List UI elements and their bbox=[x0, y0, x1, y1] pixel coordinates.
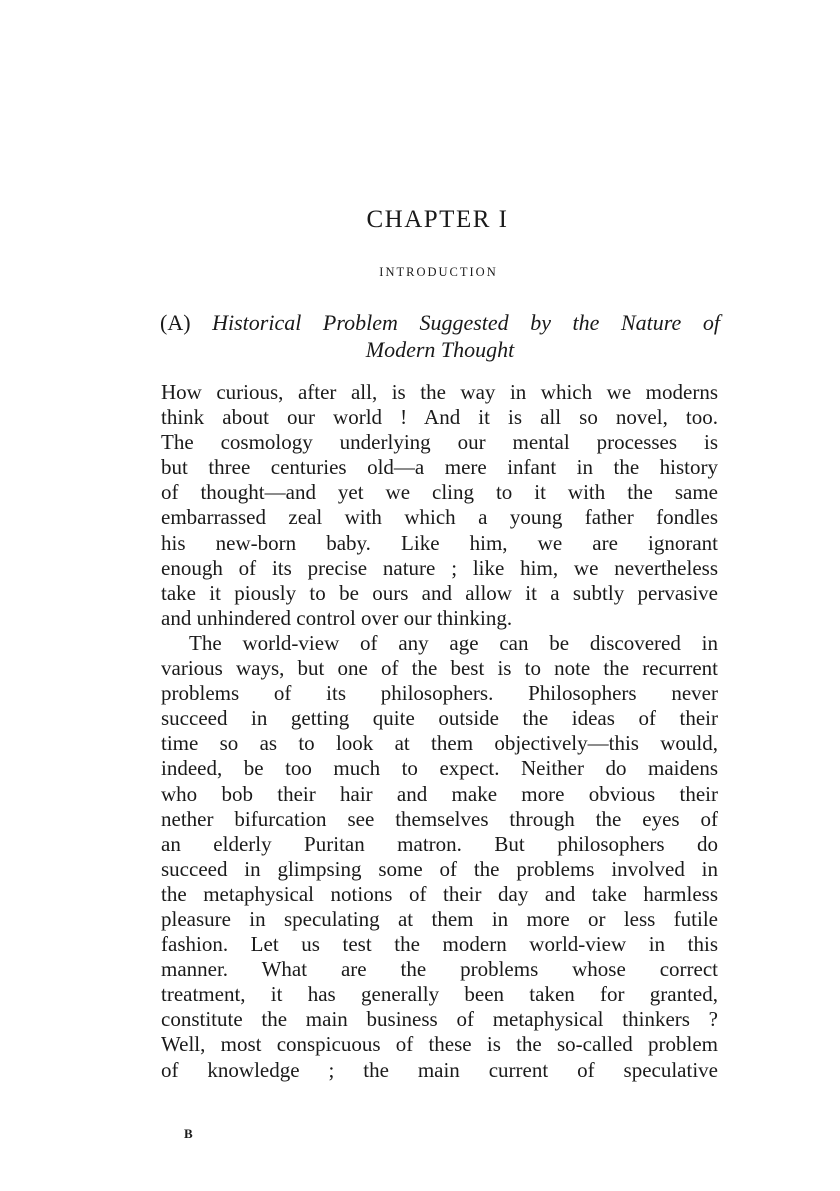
text-line: treatment, it has generally been taken for granted, bbox=[161, 982, 718, 1007]
signature-mark: B bbox=[184, 1126, 194, 1141]
subheading-prefix: (A) bbox=[160, 310, 191, 335]
text-line: time so as to look at them objectively—this would, bbox=[161, 731, 718, 756]
text-line: constitute the main business of metaphysical thinkers ? bbox=[161, 1007, 718, 1032]
text-line: who bob their hair and make more obvious their bbox=[161, 781, 718, 806]
text-line: enough of its precise nature ; like him, we nevertheless bbox=[161, 555, 718, 580]
text-line: fashion. Let us test the modern world-view in this bbox=[161, 932, 718, 957]
subheading-title-part-1: Historical Problem Suggested by the Nature of bbox=[212, 310, 720, 335]
text-line: The world-view of any age can be discovered in bbox=[189, 630, 718, 655]
text-line: succeed in getting quite outside the ideas of their bbox=[161, 706, 718, 731]
section-label: INTRODUCTION bbox=[379, 265, 498, 279]
text-line: manner. What are the problems whose correct bbox=[161, 957, 718, 982]
subheading-title-part-2: Modern Thought bbox=[365, 337, 515, 362]
text-line: The cosmology underlying our mental processes is bbox=[161, 430, 718, 455]
text-line: various ways, but one of the best is to note the recurrent bbox=[161, 656, 718, 681]
text-line: but three centuries old—a mere infant in the history bbox=[161, 455, 718, 480]
text-line: take it piously to be ours and allow it a subtly pervasive bbox=[161, 580, 718, 605]
paragraph-2 bbox=[161, 631, 718, 1083]
text-line: of knowledge ; the main current of speculative bbox=[161, 1057, 718, 1082]
subheading-line-1 bbox=[160, 309, 720, 336]
text-line: succeed in glimpsing some of the problems involved in bbox=[161, 856, 718, 881]
text-line: indeed, be too much to expect. Neither do maidens bbox=[161, 756, 718, 781]
chapter-heading: CHAPTER I bbox=[366, 206, 509, 233]
text-line: nether bifurcation see themselves through the eyes of bbox=[161, 806, 718, 831]
text-line: of thought—and yet we cling to it with the same bbox=[161, 480, 718, 505]
text-line: Well, most conspicuous of these is the so-called problem bbox=[161, 1032, 718, 1057]
text-line: think about our world ! And it is all so novel, too. bbox=[161, 405, 718, 430]
section-subheading bbox=[160, 309, 720, 363]
text-line: and unhindered control over our thinking. bbox=[161, 605, 513, 630]
text-line: problems of its philosophers. Philosophers never bbox=[161, 681, 718, 706]
body-text bbox=[161, 380, 718, 1083]
paragraph-1 bbox=[161, 380, 718, 631]
text-line: the metaphysical notions of their day and take harmless bbox=[161, 881, 718, 906]
text-line: an elderly Puritan matron. But philosophers do bbox=[161, 831, 718, 856]
text-line: pleasure in speculating at them in more or less futile bbox=[161, 906, 718, 931]
text-line: his new-born baby. Like him, we are ignorant bbox=[161, 530, 718, 555]
text-line: How curious, after all, is the way in which we moderns bbox=[161, 380, 718, 404]
text-line: embarrassed zeal with which a young father fondles bbox=[161, 505, 718, 530]
